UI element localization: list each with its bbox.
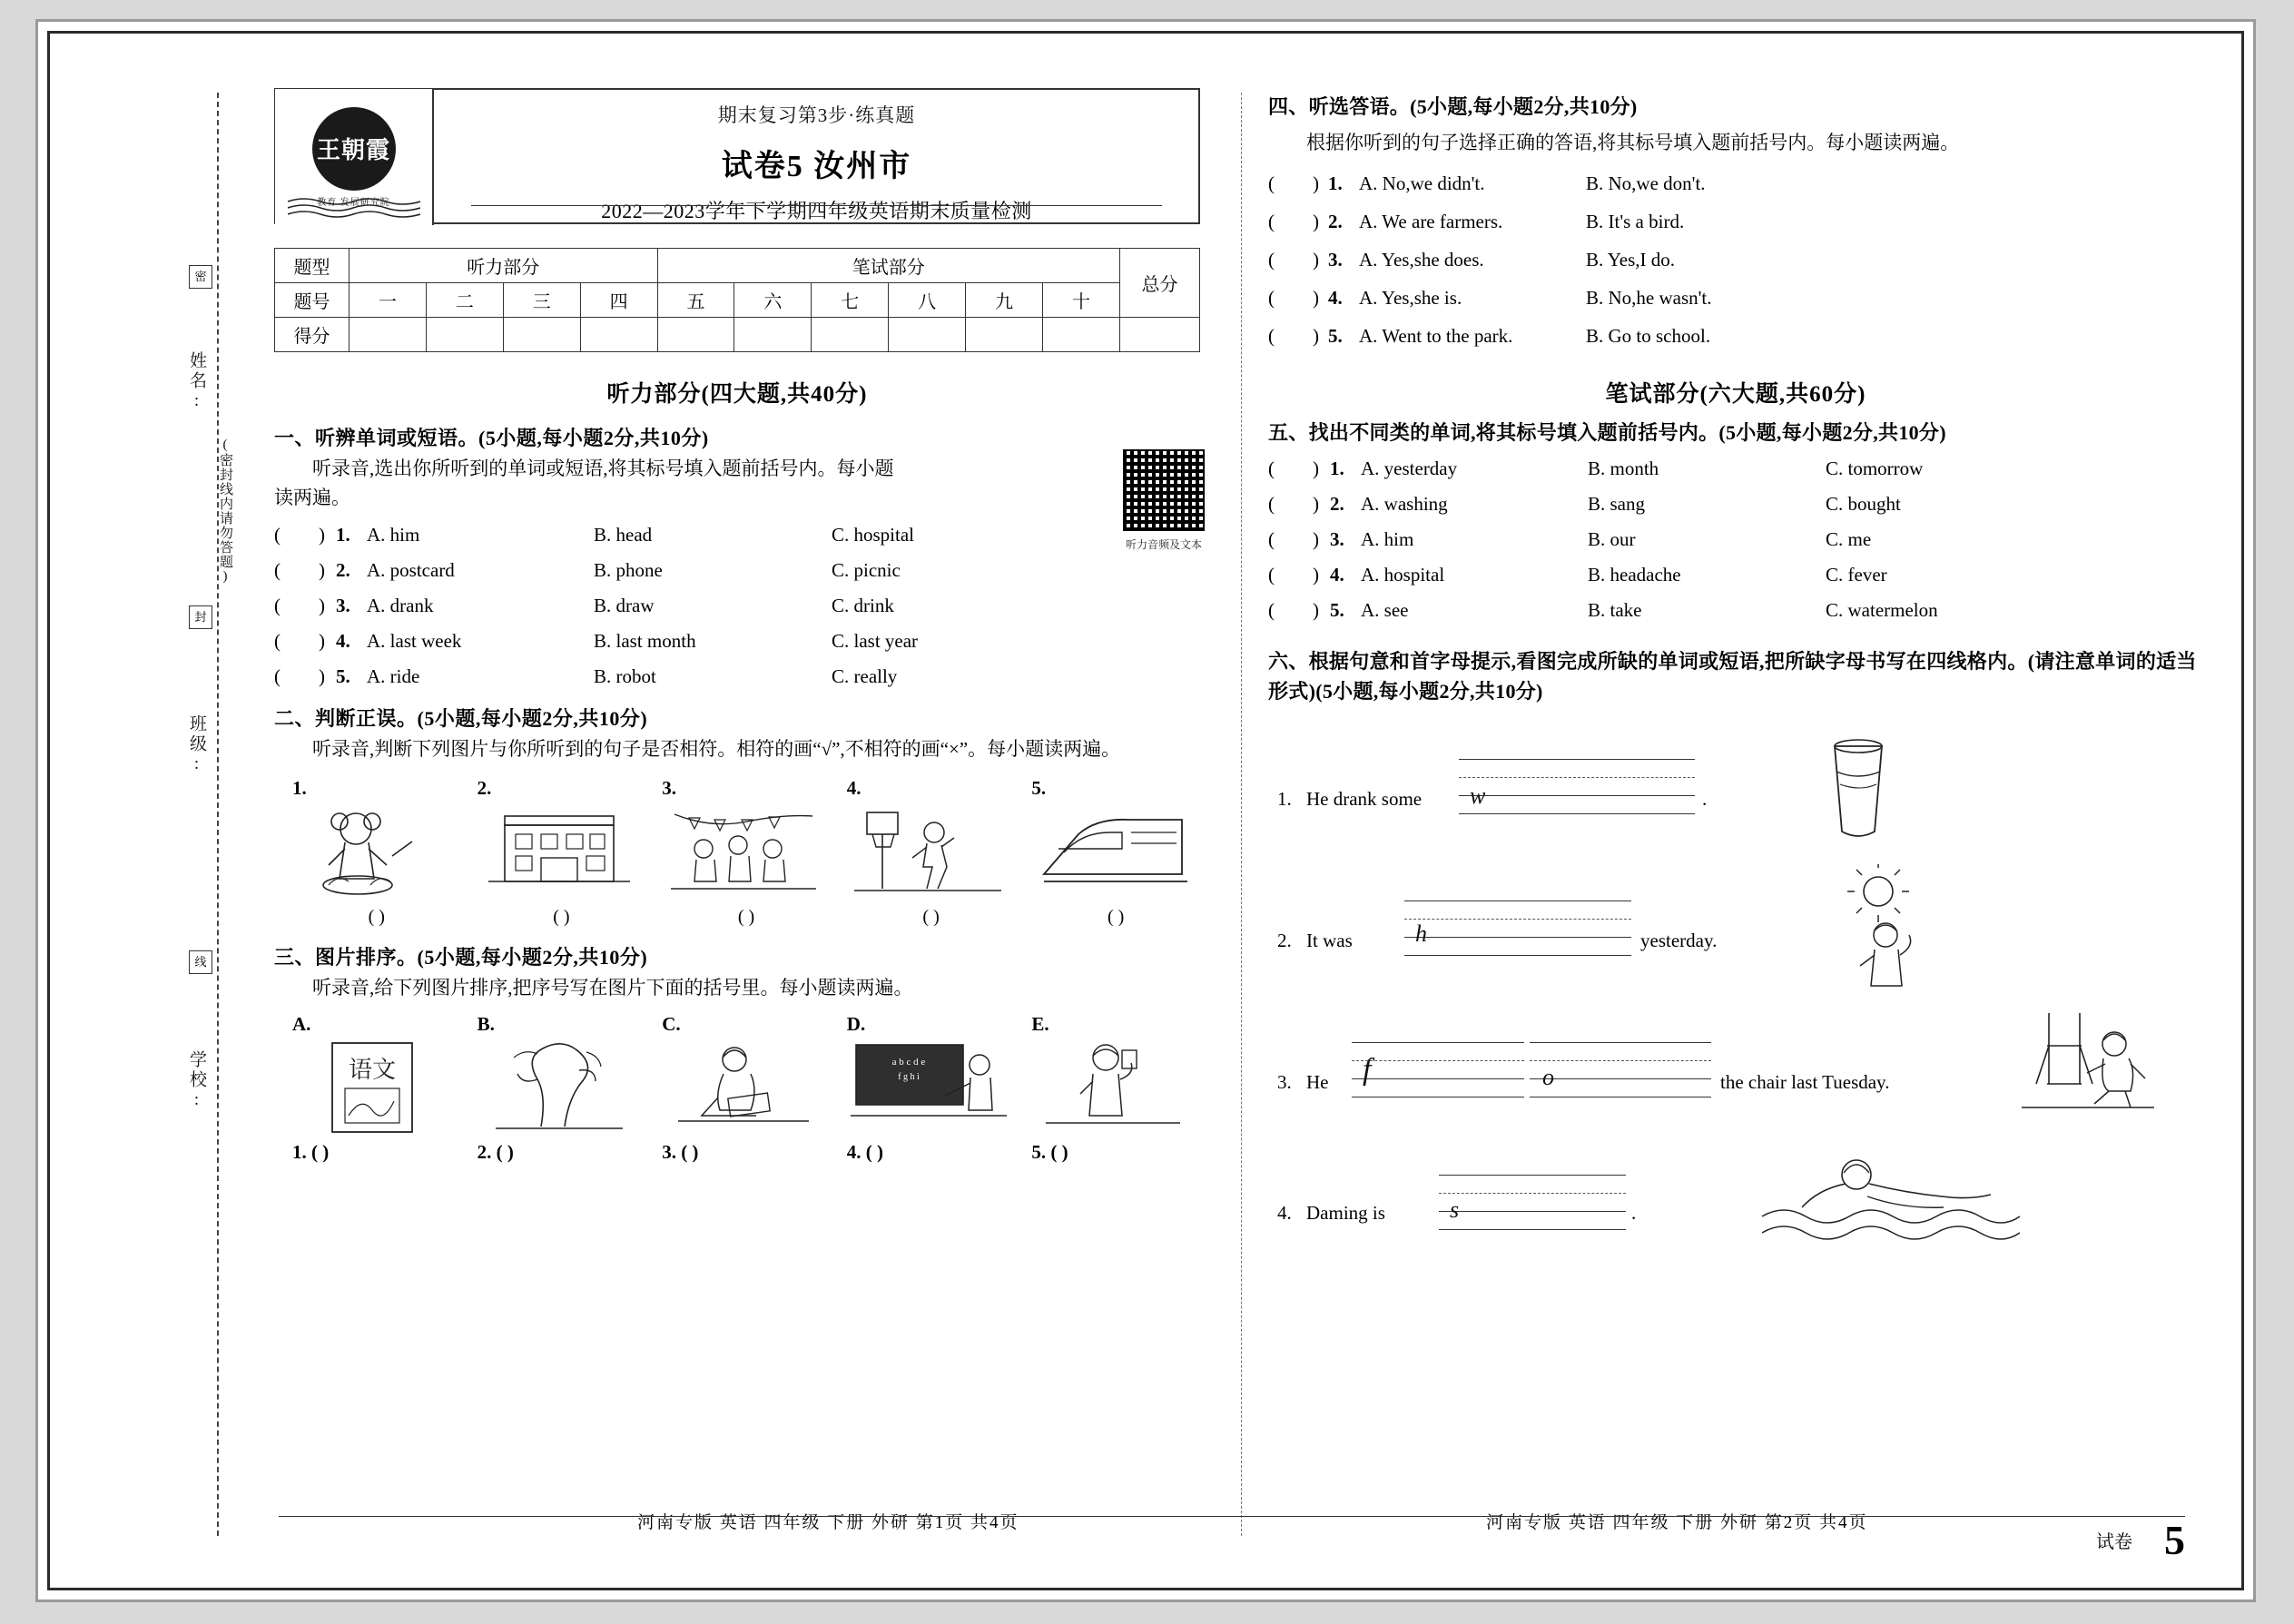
q-num: 七 [812, 283, 889, 318]
item-number: 5. [1031, 776, 1047, 799]
four-line-grid[interactable] [1404, 901, 1631, 957]
option-c[interactable]: C. picnic [832, 559, 901, 581]
option-b[interactable]: B. headache [1588, 563, 1681, 586]
four-line-grid[interactable] [1352, 1042, 1524, 1098]
picture-school-building [478, 802, 641, 901]
left-column [247, 88, 1227, 1559]
item-number: 3. [1277, 1070, 1292, 1093]
item-number: 4. [1330, 563, 1344, 586]
header-underline [471, 205, 1162, 206]
option-a[interactable]: A. see [1361, 598, 1409, 621]
item-number: 5. [336, 665, 350, 687]
option-c[interactable]: C. me [1826, 527, 1872, 550]
label-seal-note: (密封线内请勿答题) [218, 438, 232, 585]
handwritten-hint: h [1415, 920, 1427, 947]
option-a[interactable]: A. yesterday [1361, 457, 1458, 479]
item-number: 3. [662, 776, 676, 799]
part2-picture-row [292, 777, 1200, 928]
group-listening: 听力部分 [350, 249, 658, 283]
handwritten-hint: w [1470, 782, 1486, 809]
option-a[interactable]: A. drank [367, 595, 434, 616]
option-a[interactable]: A. postcard [367, 559, 455, 581]
svg-text:f g h i: f g h i [897, 1072, 920, 1082]
score-cell[interactable] [580, 318, 657, 352]
answer-bracket[interactable]: 2. ( ) [477, 1141, 514, 1163]
item-number: 4. [1277, 1201, 1292, 1224]
answer-bracket[interactable]: ( ) [1268, 527, 1319, 550]
answer-bracket[interactable]: ( ) [1268, 210, 1319, 232]
item-number: 1. [1328, 172, 1343, 194]
list-item[interactable] [1268, 595, 2203, 623]
option-c[interactable]: C. last year [832, 630, 919, 652]
sentence-before: He [1306, 1070, 1329, 1093]
label-name: 姓名: [187, 351, 206, 413]
qr-caption: 听力音频及文本 [1125, 538, 1202, 551]
list-item[interactable] [1268, 454, 2203, 481]
picture-boy-fell-off-chair [2013, 997, 2158, 1124]
group-written: 笔试部分 [657, 249, 1119, 283]
part3-heading: 三、图片排序。(5小题,每小题2分,共10分) [274, 945, 648, 969]
part5-heading: 五、找出不同类的单词,将其标号填入题前括号内。(5小题,每小题2分,共10分) [1268, 420, 1946, 444]
item-number: 2. [1330, 492, 1344, 515]
listening-part-2 [274, 704, 1200, 928]
picture-boy-drinking [1031, 1038, 1195, 1137]
qr-code-icon[interactable] [1120, 447, 1207, 534]
option-b[interactable]: B. last month [594, 630, 696, 652]
score-cell[interactable] [350, 318, 427, 352]
item-number: 1. [292, 776, 307, 799]
total-label: 总分 [1120, 249, 1200, 318]
item-label: B. [477, 1013, 495, 1035]
option-b[interactable]: B. Yes,I do. [1586, 248, 1676, 271]
sentence-after: . [1631, 1201, 1637, 1224]
picture-swimming [1758, 1147, 2022, 1256]
option-b[interactable]: B. No,we don't. [1586, 172, 1706, 194]
answer-bracket[interactable]: ( ) [274, 595, 325, 616]
logo-badge-icon [312, 107, 396, 191]
four-line-grid-2[interactable] [1530, 1042, 1711, 1098]
picture-chinese-textbook [292, 1038, 456, 1137]
score-table [274, 248, 1200, 352]
item-label: C. [662, 1013, 681, 1035]
option-c[interactable]: C. bought [1826, 492, 1901, 515]
written-section-title: 笔试部分(六大题,共60分) [1605, 381, 1866, 407]
paper-number: 5 [2164, 1517, 2185, 1563]
q-num: 二 [426, 283, 503, 318]
list-item[interactable] [1268, 489, 2203, 517]
option-b[interactable]: B. It's a bird. [1586, 210, 1685, 232]
paper-label: 试卷 [2096, 1532, 2132, 1552]
logo-subtext: 教育 发展研究院 [317, 197, 390, 208]
option-b[interactable]: B. draw [594, 595, 655, 616]
part6-item-4 [1268, 1147, 2203, 1265]
item-number: 3. [1330, 527, 1344, 550]
answer-bracket[interactable]: ( ) [274, 630, 325, 652]
listening-part-3 [274, 942, 1200, 1165]
answer-bracket[interactable]: ( ) [368, 906, 385, 927]
right-column [1268, 88, 2203, 1559]
answer-bracket[interactable]: ( ) [1108, 906, 1125, 927]
answer-bracket[interactable]: ( ) [1268, 324, 1319, 347]
option-c[interactable]: C. hospital [832, 524, 915, 546]
list-item[interactable] [1268, 207, 2203, 234]
score-cell[interactable] [426, 318, 503, 352]
answer-bracket[interactable]: 3. ( ) [662, 1141, 699, 1163]
part6-heading: 六、根据句意和首字母提示,看图完成所缺的单词或短语,把所缺字母书写在四线格内。(请注意单词的适当形式)(5小题,每小题2分,共10分) [1268, 649, 2197, 703]
option-a[interactable]: A. No,we didn't. [1359, 172, 1485, 194]
table-row [275, 283, 1200, 318]
answer-bracket[interactable]: ( ) [1268, 457, 1319, 479]
score-cell[interactable] [734, 318, 812, 352]
option-a[interactable]: A. washing [1361, 492, 1448, 515]
picture-high-speed-train [1031, 802, 1195, 901]
score-cell[interactable] [1120, 318, 1200, 352]
svg-text:a b c d e: a b c d e [891, 1057, 926, 1068]
part1-heading: 一、听辨单词或短语。(5小题,每小题2分,共10分) [274, 427, 709, 449]
picture-sun-hot-girl [1822, 864, 1958, 991]
list-item [292, 1013, 461, 1164]
column-divider [1241, 93, 1242, 1536]
score-cell[interactable] [812, 318, 889, 352]
item-number: 1. [1277, 787, 1292, 810]
option-c[interactable]: C. watermelon [1826, 598, 1938, 621]
part3-directions: 听录音,给下列图片排序,把序号写在图片下面的括号里。每小题读两遍。 [312, 976, 913, 999]
option-b[interactable]: B. month [1588, 457, 1659, 479]
score-cell[interactable] [503, 318, 580, 352]
list-item [1031, 777, 1200, 928]
left-margin-strip [148, 88, 248, 1540]
item-number: 2. [1277, 929, 1292, 951]
item-number: 5. [1330, 598, 1344, 621]
answer-bracket[interactable]: ( ) [1268, 598, 1319, 621]
list-item[interactable] [274, 591, 1200, 618]
q-num: 五 [657, 283, 734, 318]
item-label: A. [292, 1013, 311, 1035]
option-c[interactable]: C. fever [1826, 563, 1887, 586]
part3-picture-row [292, 1013, 1200, 1164]
list-item [478, 1013, 646, 1164]
seal-mark-2: 封 [189, 605, 212, 629]
list-item[interactable] [1268, 560, 2203, 587]
item-label: D. [846, 1013, 866, 1035]
item-number: 2. [477, 776, 492, 799]
option-a[interactable]: A. We are farmers. [1359, 210, 1503, 232]
answer-bracket[interactable]: 1. ( ) [292, 1141, 330, 1163]
sentence-after: . [1702, 787, 1708, 810]
list-item [662, 1013, 831, 1164]
answer-bracket[interactable]: ( ) [922, 906, 940, 927]
four-line-grid[interactable] [1459, 759, 1695, 815]
answer-bracket[interactable]: ( ) [1268, 248, 1319, 271]
option-b[interactable]: B. head [594, 524, 653, 546]
header-text [435, 90, 1198, 226]
option-a[interactable]: A. Went to the park. [1359, 324, 1513, 347]
label-class: 班级: [187, 714, 206, 776]
label-school: 学校: [187, 1050, 206, 1112]
part2-heading: 二、判断正误。(5小题,每小题2分,共10分) [274, 707, 648, 730]
list-item [847, 1013, 1016, 1164]
list-item[interactable] [274, 556, 1200, 583]
score-cell[interactable] [1043, 318, 1120, 352]
sentence-after: the chair last Tuesday. [1720, 1070, 1890, 1093]
option-a[interactable]: A. him [1361, 527, 1414, 550]
item-number: 1. [336, 524, 350, 546]
list-item[interactable] [1268, 283, 2203, 310]
table-row [275, 249, 1200, 283]
list-item [478, 777, 646, 928]
item-number: 2. [1328, 210, 1343, 232]
answer-bracket[interactable]: ( ) [553, 906, 570, 927]
option-c[interactable]: C. drink [832, 595, 894, 616]
item-number: 5. [1328, 324, 1343, 347]
answer-bracket[interactable]: ( ) [274, 559, 325, 581]
list-item[interactable] [1268, 169, 2203, 196]
q-num: 一 [350, 283, 427, 318]
page-title: 试卷5 汝州市 [721, 150, 912, 183]
option-c[interactable]: C. really [832, 665, 898, 687]
q-num: 十 [1043, 283, 1120, 318]
four-line-grid[interactable] [1439, 1175, 1626, 1231]
listening-section-title: 听力部分(四大题,共40分) [606, 382, 868, 407]
logo-text: 王朝霞 [316, 137, 390, 163]
picture-teacher-blackboard [847, 1038, 1010, 1137]
q-num: 八 [889, 283, 966, 318]
list-item[interactable] [274, 662, 1200, 689]
score-row-label: 题号 [275, 283, 350, 318]
option-b[interactable]: B. take [1588, 598, 1642, 621]
list-item [662, 777, 831, 928]
picture-girl-reading [662, 1038, 825, 1137]
footer-left: 河南专版 英语 四年级 下册 外研 第1页 共4页 [637, 1513, 1019, 1532]
score-row-label: 题型 [275, 249, 350, 283]
list-item[interactable] [1268, 321, 2203, 349]
picture-tree [478, 1038, 641, 1137]
list-item [292, 777, 461, 928]
option-b[interactable]: B. our [1588, 527, 1636, 550]
answer-bracket[interactable]: ( ) [274, 524, 325, 546]
score-cell[interactable] [966, 318, 1043, 352]
answer-bracket[interactable]: ( ) [1268, 172, 1319, 194]
part2-directions: 听录音,判断下列图片与你所听到的句子是否相符。相符的画“√”,不相符的画“×”。每小题读两遍。 [312, 738, 1121, 760]
seal-mark-3: 线 [189, 950, 212, 974]
svg-text:语文: 语文 [348, 1057, 397, 1083]
list-item[interactable] [1268, 245, 2203, 272]
page-sheet [70, 52, 2223, 1573]
picture-girl-eating-noodles [292, 802, 456, 901]
sentence-after: yesterday. [1640, 929, 1718, 951]
score-cell[interactable] [657, 318, 734, 352]
option-a[interactable]: A. Yes,she is. [1359, 286, 1462, 309]
option-a[interactable]: A. hospital [1361, 563, 1445, 586]
answer-bracket[interactable]: ( ) [1268, 286, 1319, 309]
list-item[interactable] [274, 520, 1200, 547]
handwritten-hint-2: o [1542, 1063, 1554, 1090]
picture-children-party [662, 802, 825, 901]
footer-right: 河南专版 英语 四年级 下册 外研 第2页 共4页 [1486, 1513, 1868, 1532]
handwritten-hint: f [1363, 1052, 1372, 1087]
q-num: 六 [734, 283, 812, 318]
qr-code-block [1109, 447, 1218, 552]
answer-bracket[interactable]: 5. ( ) [1031, 1141, 1068, 1163]
publisher-logo [275, 89, 434, 225]
answer-bracket[interactable]: 4. ( ) [846, 1141, 884, 1163]
header-tagline: 期末复习第3步·练真题 [717, 104, 916, 126]
item-number: 3. [1328, 248, 1343, 271]
item-number: 4. [336, 630, 350, 652]
item-label: E. [1031, 1013, 1049, 1035]
option-a[interactable]: A. Yes,she does. [1359, 248, 1484, 271]
option-a[interactable]: A. ride [367, 665, 420, 687]
picture-boy-basketball [847, 802, 1010, 901]
picture-glass-of-water [1804, 730, 1913, 848]
table-row [275, 318, 1200, 352]
exam-page [47, 31, 2244, 1590]
answer-bracket[interactable]: ( ) [737, 906, 755, 927]
score-cell[interactable] [889, 318, 966, 352]
option-b[interactable]: B. sang [1588, 492, 1645, 515]
q-num: 九 [966, 283, 1043, 318]
q-num: 四 [580, 283, 657, 318]
item-number: 4. [1328, 286, 1343, 309]
option-c[interactable]: C. tomorrow [1826, 457, 1924, 479]
answer-bracket[interactable]: ( ) [274, 665, 325, 687]
option-b[interactable]: B. robot [594, 665, 656, 687]
answer-bracket[interactable]: ( ) [1268, 492, 1319, 515]
part4-directions: 根据你听到的句子选择正确的答语,将其标号填入题前括号内。每小题读两遍。 [1306, 132, 1960, 153]
part6-item-3 [1268, 1006, 2203, 1142]
option-b[interactable]: B. phone [594, 559, 663, 581]
wave-decor-icon [288, 196, 420, 220]
option-a[interactable]: A. last week [367, 630, 462, 652]
part4-heading: 四、听选答语。(5小题,每小题2分,共10分) [1268, 95, 1638, 118]
sentence-before: It was [1306, 929, 1353, 951]
option-a[interactable]: A. him [367, 524, 420, 546]
footer-divider [279, 1516, 2185, 1517]
part6-item-2 [1268, 864, 2203, 1000]
item-number: 2. [336, 559, 350, 581]
part6-item-1 [1268, 723, 2203, 859]
part1-directions: 听录音,选出你所听到的单词或短语,将其标号填入题前括号内。每小题读两遍。 [274, 458, 894, 508]
item-number: 3. [336, 595, 350, 616]
header-subtitle: 2022—2023学年下学期四年级英语期末质量检测 [601, 200, 1032, 222]
item-number: 4. [846, 776, 861, 799]
option-b[interactable]: B. Go to school. [1586, 324, 1711, 347]
sentence-before: Daming is [1306, 1201, 1385, 1224]
q-num: 三 [503, 283, 580, 318]
list-item[interactable] [274, 626, 1200, 654]
score-row-label: 得分 [275, 318, 350, 352]
list-item [847, 777, 1016, 928]
listening-part-1 [274, 423, 1200, 689]
exam-header [274, 88, 1200, 224]
sentence-before: He drank some [1306, 787, 1423, 810]
seal-mark-1: 密 [189, 265, 212, 289]
list-item [1031, 1013, 1200, 1164]
list-item[interactable] [1268, 525, 2203, 552]
item-number: 1. [1330, 457, 1344, 479]
handwritten-hint: s [1450, 1196, 1460, 1223]
answer-bracket[interactable]: ( ) [1268, 563, 1319, 586]
option-b[interactable]: B. No,he wasn't. [1586, 286, 1712, 309]
